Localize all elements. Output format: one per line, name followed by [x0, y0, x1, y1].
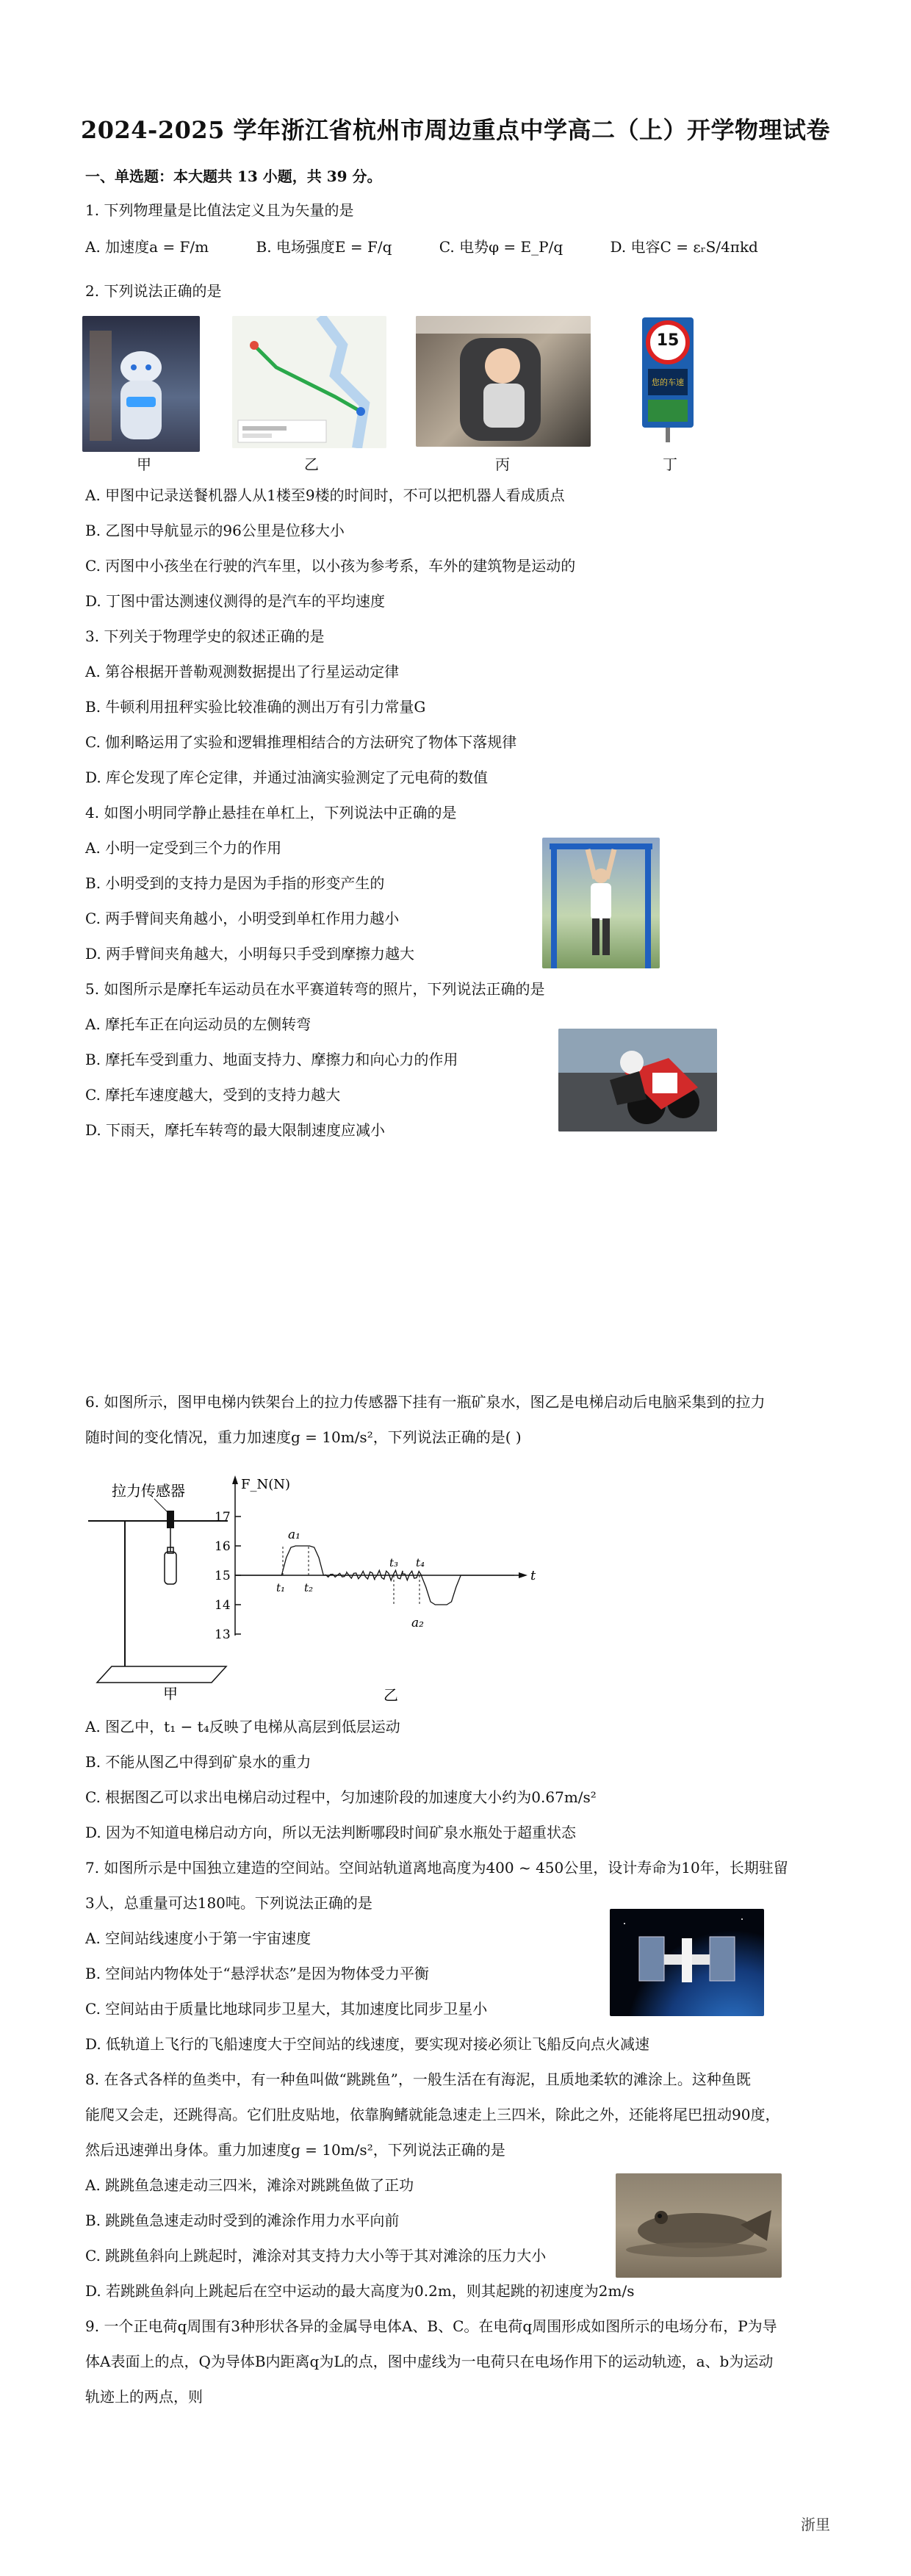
question-8-stem-line3: 然后迅速弹出身体。重力加速度g = 10m/s²，下列说法正确的是 [85, 2141, 505, 2159]
speed-sign-photo [638, 317, 698, 442]
question-8-stem-line1: 8. 在各式各样的鱼类中，有一种鱼叫做“跳跳鱼”，一般生活在有海泥，且质地柔软的滩涂上。这种鱼既 [85, 2070, 751, 2088]
question-7-stem-line2: 3人，总重量可达180吨。下列说法正确的是 [85, 1894, 372, 1912]
question-1-stem: 1. 下列物理量是比值法定义且为矢量的是 [85, 201, 354, 219]
label-a1: a₁ [288, 1528, 300, 1542]
question-1-options [85, 237, 801, 257]
label-a2: a₂ [411, 1616, 424, 1630]
hanging-person-illustration [542, 838, 660, 968]
child-seat-illustration [416, 316, 591, 447]
y-ticks [215, 1510, 241, 1642]
mudskipper-photo [616, 2173, 782, 2278]
question-9-stem-line2: 体A表面上的点，Q为导体B内距离q为L的点，图中虚线为一电荷只在电场作用下的运动轨迹，a、b为运动 [85, 2353, 774, 2370]
y-axis-arrow [232, 1475, 238, 1484]
robot-photo [82, 316, 200, 452]
caption-jia-6: 甲 [163, 1685, 178, 1702]
caption-yi-6: 乙 [384, 1686, 398, 1704]
sensor-label: 拉力传感器 [112, 1482, 185, 1500]
question-2-option-a: A. 甲图中记录送餐机器人从1楼至9楼的时间时，不可以把机器人看成质点 [85, 486, 565, 504]
question-3-option-b: B. 牛顿利用扭秤实验比较准确的测出万有引力常量G [85, 698, 426, 716]
question-7-option-a: A. 空间站线速度小于第一宇宙速度 [85, 1929, 312, 1947]
label-t3: t₃ [389, 1556, 399, 1569]
caption-ding: 丁 [663, 456, 677, 473]
question-4-option-d: D. 两手臂间夹角越大，小明每只手受到摩擦力越大 [85, 945, 415, 963]
question-5-option-c: C. 摩托车速度越大，受到的支持力越大 [85, 1086, 341, 1104]
label-t4: t₄ [416, 1556, 425, 1569]
question-8-option-a: A. 跳跳鱼急速走动三四米，滩涂对跳跳鱼做了正功 [85, 2176, 414, 2194]
question-2-stem: 2. 下列说法正确的是 [85, 282, 222, 300]
question-6-option-c: C. 根据图乙可以求出电梯启动过程中，匀加速阶段的加速度大小约为0.67m/s² [85, 1788, 597, 1806]
page-title: 2024-2025 学年浙江省杭州市周边重点中学高二（上）开学物理试卷 [80, 116, 831, 144]
y-tick-label: 15 [215, 1569, 231, 1583]
question-3-option-d: D. 库仑发现了库仑定律，并通过油滴实验测定了元电荷的数值 [85, 769, 489, 786]
question-9-stem-line3: 轨迹上的两点，则 [85, 2388, 203, 2406]
question-8-stem-line2: 能爬又会走，还跳得高。它们肚皮贴地，依靠胸鳍就能急速走上三四米，除此之外，还能将尾巴扭动90度， [85, 2106, 780, 2123]
question-7-option-b: B. 空间站内物体处于“悬浮状态”是因为物体受力平衡 [85, 1965, 429, 1982]
page-footer: 浙里 [801, 2516, 830, 2533]
pull-up-bar-photo [542, 838, 660, 968]
question-2-option-b: B. 乙图中导航显示的96公里是位移大小 [85, 522, 345, 539]
question-9-stem-line1: 9. 一个正电荷q周围有3种形状各异的金属导电体A、B、C。在电荷q周围形成如图所示的电场分布，P为导 [85, 2317, 777, 2335]
y-tick-label: 14 [215, 1598, 231, 1613]
question-5-option-b: B. 摩托车受到重力、地面支持力、摩擦力和向心力的作用 [85, 1051, 458, 1068]
y-tick-label: 17 [215, 1510, 231, 1525]
motorcycle-photo [558, 1029, 717, 1132]
x-axis-arrow [519, 1572, 527, 1578]
caption-jia: 甲 [137, 456, 151, 473]
question-3-stem: 3. 下列关于物理学史的叙述正确的是 [85, 627, 325, 645]
caption-bing: 丙 [495, 456, 510, 473]
map-photo [232, 316, 386, 448]
option-a: A. 加速度a = F/m [85, 238, 209, 256]
question-7-stem-line1: 7. 如图所示是中国独立建造的空间站。空间站轨道离地高度为400 ~ 450公里，设计寿命为10年，长期驻留 [85, 1859, 788, 1877]
question-3-option-a: A. 第谷根据开普勒观测数据提出了行星运动定律 [85, 663, 400, 680]
question-8-option-b: B. 跳跳鱼急速走动时受到的滩涂作用力水平向前 [85, 2212, 400, 2229]
label-t2: t₂ [304, 1581, 314, 1594]
question-6-option-d: D. 因为不知道电梯启动方向，所以无法判断哪段时间矿泉水瓶处于超重状态 [85, 1824, 577, 1841]
motorcycle-illustration [558, 1029, 717, 1132]
label-t1: t₁ [276, 1581, 286, 1594]
y-axis-label: F_N(N) [241, 1477, 291, 1492]
stand-apparatus [88, 1482, 228, 1683]
robot-illustration [82, 316, 200, 452]
question-6-stem-line2: 随时间的变化情况，重力加速度g = 10m/s²，下列说法正确的是( ) [85, 1428, 522, 1446]
y-tick-label: 13 [215, 1627, 231, 1642]
question-2-option-c: C. 丙图中小孩坐在行驶的汽车里，以小孩为参考系，车外的建筑物是运动的 [85, 557, 576, 575]
mudskipper-illustration [616, 2173, 782, 2278]
space-station-illustration [610, 1909, 764, 2016]
question-4-stem: 4. 如图小明同学静止悬挂在单杠上，下列说法中正确的是 [85, 804, 457, 821]
question-8-option-d: D. 若跳跳鱼斜向上跳起后在空中运动的最大高度为0.2m，则其起跳的初速度为2m/s [85, 2282, 635, 2300]
question-2-option-d: D. 丁图中雷达测速仪测得的是汽车的平均速度 [85, 592, 386, 610]
force-time-chart [215, 1475, 536, 1642]
option-b: B. 电场强度E = F/q [256, 238, 392, 256]
elevator-figure [81, 1469, 551, 1705]
question-7-option-d: D. 低轨道上飞行的飞船速度大于空间站的线速度，要实现对接必须让飞船反向点火减速 [85, 2035, 650, 2053]
question-6-option-b: B. 不能从图乙中得到矿泉水的重力 [85, 1753, 312, 1771]
child-car-photo [416, 316, 591, 447]
speed-display-text: 您的车速 [652, 378, 684, 387]
question-8-option-c: C. 跳跳鱼斜向上跳起时，滩涂对其支持力大小等于其对滩涂的压力大小 [85, 2247, 547, 2264]
question-6-option-a: A. 图乙中，t₁ − t₄反映了电梯从高层到低层运动 [85, 1718, 400, 1735]
option-c: C. 电势φ = E_P/q [439, 238, 563, 256]
question-6-stem-line1: 6. 如图所示，图甲电梯内铁架台上的拉力传感器下挂有一瓶矿泉水，图乙是电梯启动后电脑采集到的拉力 [85, 1393, 766, 1411]
caption-yi: 乙 [304, 456, 319, 473]
speed-limit-number: 15 [656, 331, 680, 350]
question-5-option-d: D. 下雨天，摩托车转弯的最大限制速度应减小 [85, 1121, 386, 1139]
section-heading: 一、单选题：本大题共 13 小题，共 39 分。 [85, 168, 382, 185]
navigation-map [232, 316, 386, 448]
x-axis-label: t [530, 1568, 536, 1583]
question-5-stem: 5. 如图所示是摩托车运动员在水平赛道转弯的照片，下列说法正确的是 [85, 980, 545, 998]
question-5-option-a: A. 摩托车正在向运动员的左侧转弯 [85, 1015, 312, 1033]
option-d: D. 电容C = εᵣS/4πkd [610, 238, 758, 256]
question-4-option-b: B. 小明受到的支持力是因为手指的形变产生的 [85, 874, 385, 892]
space-station-photo [610, 1909, 764, 2016]
y-tick-label: 16 [215, 1539, 231, 1554]
question-7-option-c: C. 空间站由于质量比地球同步卫星大，其加速度比同步卫星小 [85, 2000, 488, 2018]
question-3-option-c: C. 伽利略运用了实验和逻辑推理相结合的方法研究了物体下落规律 [85, 733, 517, 751]
question-4-option-a: A. 小明一定受到三个力的作用 [85, 839, 282, 857]
question-4-option-c: C. 两手臂间夹角越小，小明受到单杠作用力越小 [85, 910, 400, 927]
